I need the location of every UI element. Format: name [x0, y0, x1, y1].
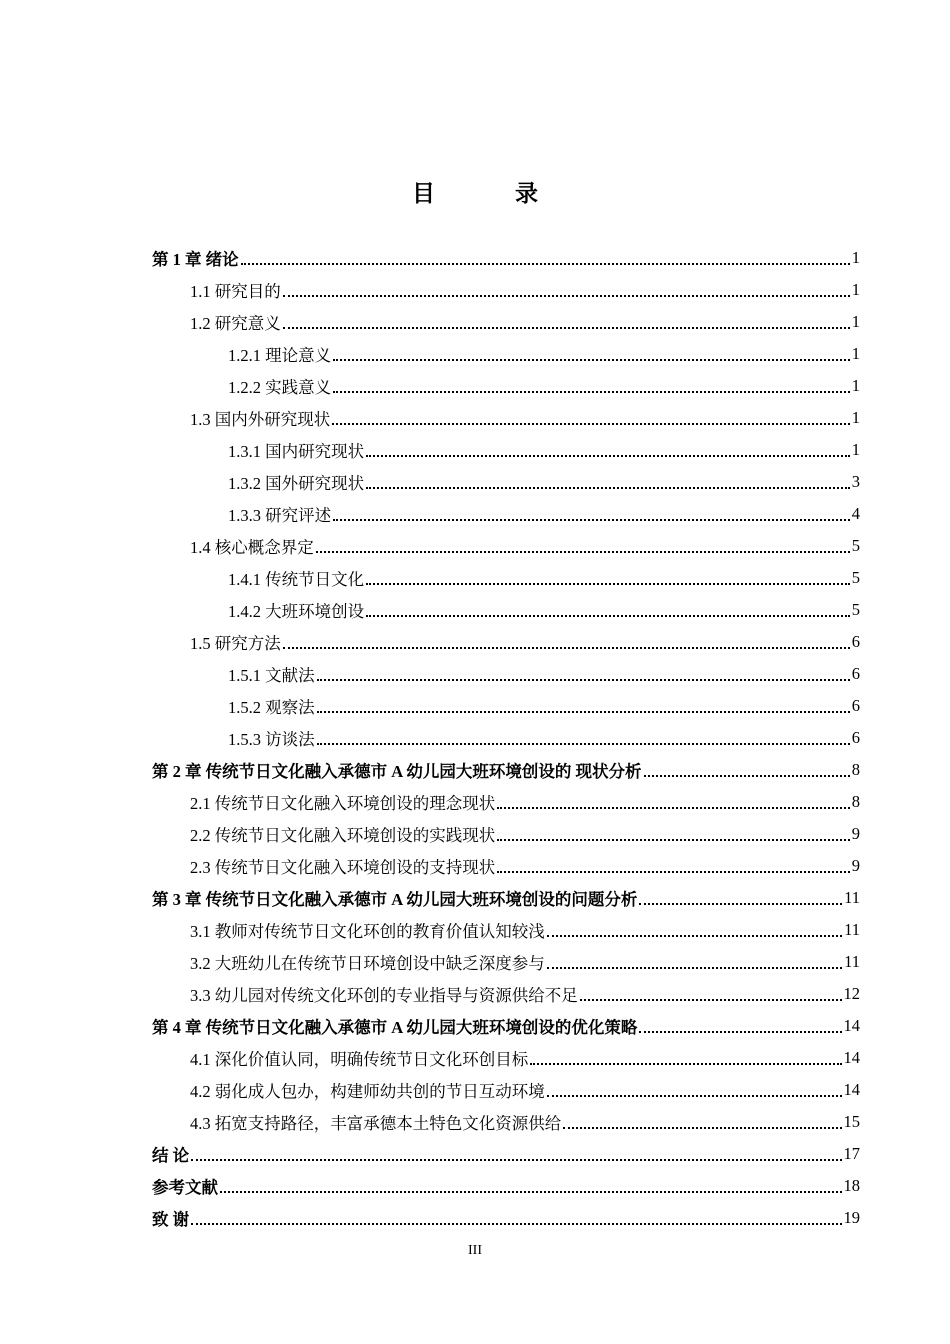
toc-entry[interactable]	[152, 274, 860, 306]
toc-dot-leader	[241, 262, 850, 265]
toc-dot-leader	[317, 742, 850, 745]
toc-entry-page: 12	[843, 984, 860, 1003]
toc-dot-leader	[639, 902, 842, 905]
toc-entry-page: 6	[851, 632, 860, 651]
toc-entry-page: 3	[851, 472, 860, 491]
toc-entry-label: 1.4.2 大班环境创设	[228, 602, 365, 621]
toc-dot-leader	[332, 422, 850, 425]
toc-entry[interactable]	[152, 946, 860, 978]
toc-entry-page: 4	[851, 504, 860, 523]
toc-title: 目 录	[411, 181, 574, 207]
toc-entry-page: 1	[851, 280, 860, 299]
toc-entry-page: 8	[851, 760, 860, 779]
toc-dot-leader	[317, 678, 850, 681]
toc-entry-label: 1.4 核心概念界定	[190, 538, 314, 557]
toc-entry-page: 5	[851, 536, 860, 555]
toc-entry[interactable]	[152, 1010, 860, 1042]
toc-entry-label: 1.5.3 访谈法	[228, 730, 315, 749]
toc-dot-leader	[563, 1126, 841, 1129]
toc-entry[interactable]	[152, 1042, 860, 1074]
toc-entry[interactable]	[152, 594, 860, 626]
toc-entry[interactable]	[152, 466, 860, 498]
toc-entry-label: 1.5 研究方法	[190, 634, 281, 653]
toc-entry-page: 1	[851, 312, 860, 331]
toc-entry-page: 9	[851, 824, 860, 843]
toc-dot-leader	[191, 1158, 841, 1161]
toc-dot-leader	[220, 1190, 842, 1193]
toc-dot-leader	[317, 710, 850, 713]
toc-entry-label: 致 谢	[152, 1210, 190, 1229]
toc-entry[interactable]	[152, 722, 860, 754]
toc-entry[interactable]	[152, 242, 860, 274]
toc-entry-page: 8	[851, 792, 860, 811]
toc-entry[interactable]	[152, 978, 860, 1010]
toc-dot-leader	[547, 966, 842, 969]
toc-entry-label: 1.3.3 研究评述	[228, 506, 332, 525]
toc-entry[interactable]	[152, 370, 860, 402]
toc-entry-page: 1	[851, 376, 860, 395]
toc-entry-page: 1	[851, 440, 860, 459]
toc-entry-page: 9	[851, 856, 860, 875]
toc-entry[interactable]	[152, 658, 860, 690]
toc-entry[interactable]	[152, 1138, 860, 1170]
toc-entry-page: 14	[843, 1048, 860, 1067]
toc-dot-leader	[191, 1222, 841, 1225]
toc-entry[interactable]	[152, 306, 860, 338]
toc-entry-label: 1.3.1 国内研究现状	[228, 442, 365, 461]
toc-entry-page: 5	[851, 600, 860, 619]
toc-entry-label: 1.2.2 实践意义	[228, 378, 332, 397]
toc-entry-label: 结 论	[152, 1146, 190, 1165]
toc-entry-page: 6	[851, 728, 860, 747]
toc-entry-label: 4.1 深化价值认同，明确传统节日文化环创目标	[190, 1050, 529, 1069]
toc-entry[interactable]	[152, 786, 860, 818]
toc-entry-label: 4.2 弱化成人包办，构建师幼共创的节日互动环境	[190, 1082, 545, 1101]
toc-entry[interactable]	[152, 1202, 860, 1234]
toc-entry-page: 1	[851, 408, 860, 427]
toc-dot-leader	[580, 998, 842, 1001]
toc-dot-leader	[366, 454, 850, 457]
toc-dot-leader	[333, 518, 850, 521]
toc-dot-leader	[366, 614, 850, 617]
toc-entry-label: 第 4 章 传统节日文化融入承德市 A 幼儿园大班环境创设的优化策略	[152, 1018, 638, 1037]
toc-entry-label: 1.5.2 观察法	[228, 698, 315, 717]
toc-entry-label: 1.2 研究意义	[190, 314, 281, 333]
toc-entry-page: 6	[851, 696, 860, 715]
toc-entry-label: 3.2 大班幼儿在传统节日环境创设中缺乏深度参与	[190, 954, 545, 973]
toc-entry[interactable]	[152, 914, 860, 946]
toc-entry[interactable]	[152, 498, 860, 530]
toc-entry[interactable]	[152, 530, 860, 562]
toc-entry[interactable]	[152, 690, 860, 722]
toc-entry[interactable]	[152, 338, 860, 370]
toc-dot-leader	[644, 774, 850, 777]
toc-entry-page: 14	[843, 1016, 860, 1035]
toc-entry-page: 17	[843, 1144, 860, 1163]
toc-dot-leader	[333, 390, 850, 393]
toc-entry-label: 1.4.1 传统节日文化	[228, 570, 365, 589]
page-number: III	[468, 1243, 482, 1258]
toc-entry-page: 5	[851, 568, 860, 587]
toc-entry-label: 1.3 国内外研究现状	[190, 410, 331, 429]
toc-entry-label: 2.2 传统节日文化融入环境创设的实践现状	[190, 826, 496, 845]
toc-entry-page: 1	[851, 248, 860, 267]
toc-entry-label: 1.3.2 国外研究现状	[228, 474, 365, 493]
toc-entry-page: 11	[844, 920, 860, 939]
toc-entry-page: 14	[843, 1080, 860, 1099]
toc-entry-page: 11	[844, 888, 860, 907]
toc-entry[interactable]	[152, 562, 860, 594]
toc-entry-label: 第 1 章 绪论	[152, 250, 239, 269]
toc-entry-label: 参考文献	[152, 1178, 218, 1197]
toc-dot-leader	[366, 582, 850, 585]
toc-dot-leader	[283, 646, 850, 649]
toc-entry[interactable]	[152, 434, 860, 466]
table-of-contents	[152, 242, 860, 1234]
toc-entry[interactable]	[152, 754, 860, 786]
toc-entry[interactable]	[152, 626, 860, 658]
toc-entry-page: 15	[843, 1112, 860, 1131]
toc-entry[interactable]	[152, 882, 860, 914]
toc-dot-leader	[497, 838, 850, 841]
toc-entry-label: 3.3 幼儿园对传统文化环创的专业指导与资源供给不足	[190, 986, 578, 1005]
toc-entry-label: 4.3 拓宽支持路径，丰富承德本土特色文化资源供给	[190, 1114, 562, 1133]
toc-entry-label: 2.3 传统节日文化融入环境创设的支持现状	[190, 858, 496, 877]
toc-entry-label: 2.1 传统节日文化融入环境创设的理念现状	[190, 794, 496, 813]
toc-entry[interactable]	[152, 1170, 860, 1202]
toc-entry[interactable]	[152, 1074, 860, 1106]
toc-entry-label: 3.1 教师对传统节日文化环创的教育价值认知较浅	[190, 922, 545, 941]
toc-dot-leader	[547, 934, 842, 937]
toc-entry-page: 18	[843, 1176, 860, 1195]
toc-entry-label: 1.5.1 文献法	[228, 666, 315, 685]
toc-entry[interactable]	[152, 402, 860, 434]
toc-dot-leader	[333, 358, 850, 361]
toc-dot-leader	[547, 1094, 842, 1097]
toc-dot-leader	[316, 550, 850, 553]
toc-entry[interactable]	[152, 818, 860, 850]
toc-dot-leader	[497, 870, 850, 873]
toc-entry-label: 1.2.1 理论意义	[228, 346, 332, 365]
toc-entry-label: 1.1 研究目的	[190, 282, 281, 301]
toc-dot-leader	[366, 486, 850, 489]
toc-entry[interactable]	[152, 850, 860, 882]
toc-dot-leader	[530, 1062, 841, 1065]
toc-entry-page: 19	[843, 1208, 860, 1227]
toc-entry-page: 6	[851, 664, 860, 683]
toc-dot-leader	[497, 806, 850, 809]
toc-entry-label: 第 2 章 传统节日文化融入承德市 A 幼儿园大班环境创设的 现状分析	[152, 762, 642, 781]
toc-dot-leader	[283, 326, 850, 329]
toc-dot-leader	[639, 1030, 841, 1033]
toc-entry-page: 11	[844, 952, 860, 971]
toc-entry-page: 1	[851, 344, 860, 363]
toc-dot-leader	[283, 294, 850, 297]
toc-entry-label: 第 3 章 传统节日文化融入承德市 A 幼儿园大班环境创设的问题分析	[152, 890, 638, 909]
toc-entry[interactable]	[152, 1106, 860, 1138]
